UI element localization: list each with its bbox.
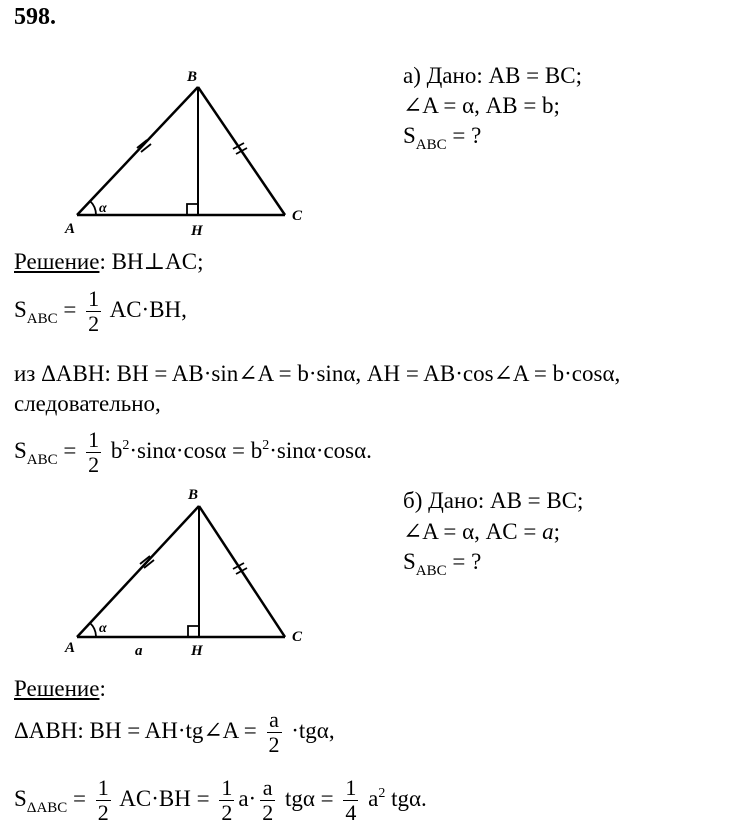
label-alpha-a: α bbox=[99, 201, 107, 216]
angle-arc-a bbox=[90, 201, 96, 215]
label-c-a: C bbox=[292, 208, 303, 224]
fraction-one-half: $\frac{1}{2}$ bbox=[88, 427, 100, 477]
given-a-area: $S_{ABC}$ = ? bbox=[403, 123, 482, 153]
given-b-line1: б) Дано: AB = BC; bbox=[403, 488, 584, 513]
fraction-2: $\frac{1}{2}$ bbox=[221, 775, 233, 825]
label-h-a: H bbox=[191, 223, 203, 239]
given-b-line2: ∠A = α, AC = a; bbox=[403, 519, 560, 544]
given-a-line2: ∠A = α, AB = b; bbox=[403, 93, 560, 118]
fraction-1: $\frac{1}{2}$ bbox=[97, 775, 109, 825]
formula-b-height: ΔABH: BH = AH·tg∠A = $\frac{a}{2}$ ·tgα, bbox=[14, 707, 335, 757]
problem-number: 598. bbox=[14, 4, 56, 30]
right-angle-mark-b bbox=[188, 626, 199, 637]
formula-a-area: $S_{ABC}$ = $\frac{1}{2}$ AC·BH, bbox=[14, 286, 187, 336]
fraction-4: $\frac{1}{4}$ bbox=[345, 775, 357, 825]
given-b-area: $S_{ABC}$ = ? bbox=[403, 549, 482, 579]
label-side-a: a bbox=[135, 643, 143, 659]
solution-a-line3: из ΔABH: BH = AB·sin∠A = b·sinα, AH = AB·cos∠A = b·cosα, bbox=[14, 361, 621, 386]
label-h-b: H bbox=[191, 643, 203, 659]
right-angle-mark-a bbox=[187, 204, 198, 215]
label-b-b: B bbox=[188, 487, 199, 503]
fraction-a-half: $\frac{a}{2}$ bbox=[268, 707, 280, 757]
solution-a-line4: следовательно, bbox=[14, 391, 161, 416]
label-a-a: A bbox=[65, 221, 76, 237]
triangle-b-outline bbox=[77, 506, 285, 637]
triangle-a-outline bbox=[77, 87, 285, 215]
solution-b-heading: Решение: bbox=[14, 676, 106, 701]
triangle-figure-a bbox=[55, 62, 320, 242]
triangle-figure-b bbox=[55, 484, 320, 664]
label-b-a: B bbox=[187, 69, 198, 85]
label-c-b: C bbox=[292, 629, 303, 645]
angle-arc-b bbox=[90, 623, 96, 637]
given-a-line1: а) Дано: AB = BC; bbox=[403, 63, 582, 88]
formula-a-result: $S_{ABC}$ = $\frac{1}{2}$ $b^2\cdot\sin\alpha\cdot\cos\alpha = b^2\cdot\sin\alpha\cdot\cos\alpha$. bbox=[14, 427, 372, 477]
formula-b-area: $S_{\Delta ABC}$ = $\frac{1}{2}$ AC·BH = $\frac{1}{2}$ a· $\frac{a}{2}$ tgα = $\frac{1}{4}$ $a^2$ tgα. bbox=[14, 775, 427, 825]
label-a-b: A bbox=[65, 640, 76, 656]
fraction-3: $\frac{a}{2}$ bbox=[262, 775, 274, 825]
fraction-one-half: $\frac{1}{2}$ bbox=[88, 286, 100, 336]
label-alpha-b: α bbox=[99, 621, 107, 636]
solution-a-heading: Решение: BH⊥AC; bbox=[14, 249, 204, 274]
